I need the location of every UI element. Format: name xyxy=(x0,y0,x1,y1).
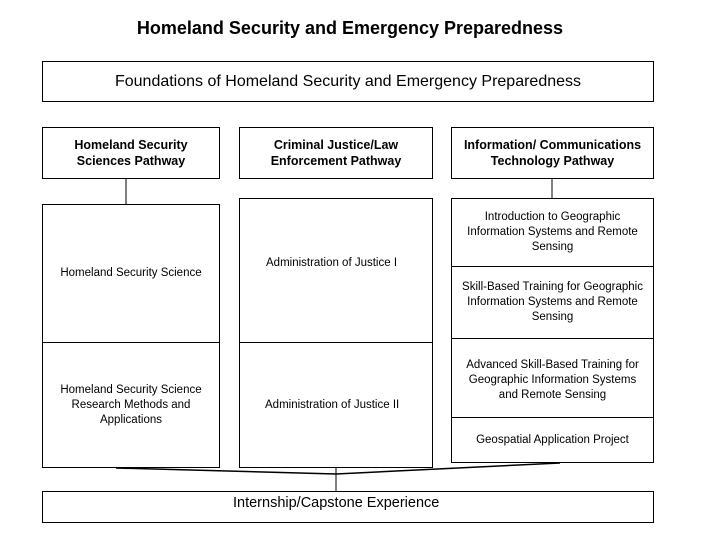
course-label: Homeland Security Science xyxy=(60,267,202,279)
capstone-label: Internship/Capstone Experience xyxy=(233,495,440,511)
pathway-label: Criminal Justice/Law Enforcement Pathway xyxy=(270,138,402,168)
capstone-box xyxy=(42,491,654,523)
pathway-label: Homeland Security Sciences Pathway xyxy=(74,138,188,168)
course-label: Administration of Justice I xyxy=(266,257,398,269)
connector-right-to-capstone xyxy=(336,463,560,474)
foundations-label: Foundations of Homeland Security and Emergency Preparedness xyxy=(114,72,582,90)
connector-left-to-capstone xyxy=(116,468,336,474)
course-label: Advanced Skill-Based Training for Geographic Information Systems and Remote Sensing xyxy=(466,359,639,401)
course-label: Introduction to Geographic Information Systems and Remote Sensing xyxy=(467,211,638,253)
course-label: Skill-Based Training for Geographic Information Systems and Remote Sensing xyxy=(462,281,643,323)
pathway-label: Information/ Communications Technology Pathway xyxy=(463,138,642,168)
diagram-title: Homeland Security and Emergency Preparedness xyxy=(136,18,564,38)
course-label: Administration of Justice II xyxy=(265,399,400,411)
course-label: Homeland Security Science Research Methods and Applications xyxy=(60,383,202,426)
course-label: Geospatial Application Project xyxy=(476,433,629,446)
